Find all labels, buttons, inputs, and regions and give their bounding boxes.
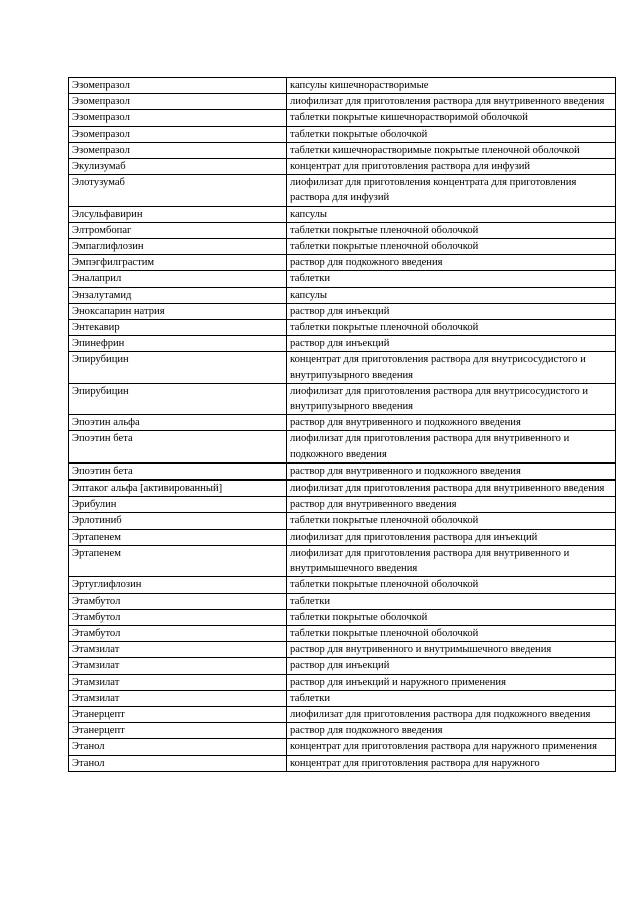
dosage-form-cell: лиофилизат для приготовления раствора для внутрисосудистого и внутрипузырного введения bbox=[287, 383, 616, 414]
drug-name-cell: Эрлотиниб bbox=[69, 513, 287, 529]
drug-name-cell: Эртапенем bbox=[69, 529, 287, 545]
dosage-form-cell: раствор для инъекций и наружного применения bbox=[287, 674, 616, 690]
table-row bbox=[69, 497, 616, 513]
table-row bbox=[69, 110, 616, 126]
table-row bbox=[69, 222, 616, 238]
drug-name-cell: Эноксапарин натрия bbox=[69, 303, 287, 319]
drug-name-cell: Этанерцепт bbox=[69, 723, 287, 739]
drug-name-cell: Этамбутол bbox=[69, 609, 287, 625]
table-row bbox=[69, 94, 616, 110]
drug-name-cell: Этамбутол bbox=[69, 625, 287, 641]
table-row bbox=[69, 175, 616, 206]
dosage-form-cell: лиофилизат для приготовления раствора для инъекций bbox=[287, 529, 616, 545]
table-row bbox=[69, 431, 616, 463]
dosage-form-cell: таблетки покрытые пленочной оболочкой bbox=[287, 222, 616, 238]
table-row bbox=[69, 255, 616, 271]
drug-name-cell: Эртуглифлозин bbox=[69, 577, 287, 593]
table-row bbox=[69, 593, 616, 609]
dosage-form-cell: капсулы bbox=[287, 206, 616, 222]
dosage-form-cell: лиофилизат для приготовления раствора для внутривенного введения bbox=[287, 94, 616, 110]
dosage-form-cell: лиофилизат для приготовления раствора для внутривенного введения bbox=[287, 480, 616, 497]
dosage-form-cell: таблетки покрытые оболочкой bbox=[287, 126, 616, 142]
table-row bbox=[69, 142, 616, 158]
table-row bbox=[69, 658, 616, 674]
drug-name-cell: Элтромбопаг bbox=[69, 222, 287, 238]
table-row bbox=[69, 271, 616, 287]
table-row bbox=[69, 577, 616, 593]
dosage-form-cell: таблетки покрытые кишечнорастворимой оболочкой bbox=[287, 110, 616, 126]
dosage-form-cell: капсулы кишечнорастворимые bbox=[287, 78, 616, 94]
table-row bbox=[69, 78, 616, 94]
drug-name-cell: Этамзилат bbox=[69, 690, 287, 706]
drug-name-cell: Эпирубицин bbox=[69, 383, 287, 414]
dosage-form-cell: таблетки кишечнорастворимые покрытые пленочной оболочкой bbox=[287, 142, 616, 158]
table-row bbox=[69, 383, 616, 414]
drug-name-cell: Этамзилат bbox=[69, 674, 287, 690]
table-row bbox=[69, 674, 616, 690]
drug-name-cell: Эрибулин bbox=[69, 497, 287, 513]
table-row bbox=[69, 206, 616, 222]
table-row bbox=[69, 723, 616, 739]
table-row bbox=[69, 545, 616, 576]
dosage-form-cell: таблетки покрытые пленочной оболочкой bbox=[287, 625, 616, 641]
dosage-form-cell: раствор для инъекций bbox=[287, 658, 616, 674]
dosage-form-cell: таблетки покрытые пленочной оболочкой bbox=[287, 320, 616, 336]
drug-name-cell: Эзомепразол bbox=[69, 110, 287, 126]
drug-name-cell: Эпоэтин бета bbox=[69, 431, 287, 463]
table-row bbox=[69, 159, 616, 175]
dosage-form-cell: капсулы bbox=[287, 287, 616, 303]
drug-name-cell: Эртапенем bbox=[69, 545, 287, 576]
drug-name-cell: Этамзилат bbox=[69, 658, 287, 674]
drug-name-cell: Эмпаглифлозин bbox=[69, 239, 287, 255]
dosage-form-cell: концентрат для приготовления раствора для инфузий bbox=[287, 159, 616, 175]
dosage-form-cell: таблетки покрытые пленочной оболочкой bbox=[287, 239, 616, 255]
dosage-form-cell: раствор для внутривенного и подкожного введения bbox=[287, 415, 616, 431]
drug-name-cell: Элсульфавирин bbox=[69, 206, 287, 222]
drug-name-cell: Экулизумаб bbox=[69, 159, 287, 175]
dosage-form-cell: таблетки покрытые пленочной оболочкой bbox=[287, 513, 616, 529]
table-row bbox=[69, 303, 616, 319]
dosage-form-cell: концентрат для приготовления раствора для наружного bbox=[287, 755, 616, 771]
drug-name-cell: Эптаког альфа [активированный] bbox=[69, 480, 287, 497]
dosage-form-cell: раствор для подкожного введения bbox=[287, 255, 616, 271]
dosage-form-cell: раствор для внутривенного введения bbox=[287, 497, 616, 513]
dosage-form-cell: раствор для внутривенного и подкожного введения bbox=[287, 463, 616, 480]
drug-name-cell: Эмпэгфилграстим bbox=[69, 255, 287, 271]
dosage-form-cell: раствор для внутривенного и внутримышечного введения bbox=[287, 642, 616, 658]
table-row bbox=[69, 352, 616, 383]
drug-name-cell: Эзомепразол bbox=[69, 126, 287, 142]
drug-name-cell: Эпирубицин bbox=[69, 352, 287, 383]
table-row bbox=[69, 336, 616, 352]
table-row bbox=[69, 513, 616, 529]
table-row bbox=[69, 529, 616, 545]
dosage-form-cell: лиофилизат для приготовления раствора для подкожного введения bbox=[287, 706, 616, 722]
table-row bbox=[69, 706, 616, 722]
drug-name-cell: Эзомепразол bbox=[69, 78, 287, 94]
dosage-form-cell: концентрат для приготовления раствора для наружного применения bbox=[287, 739, 616, 755]
drug-name-cell: Эпоэтин бета bbox=[69, 463, 287, 480]
drug-name-cell: Этамбутол bbox=[69, 593, 287, 609]
table-row bbox=[69, 642, 616, 658]
table-row bbox=[69, 415, 616, 431]
dosage-form-cell: раствор для инъекций bbox=[287, 303, 616, 319]
table-row bbox=[69, 755, 616, 771]
table-row bbox=[69, 463, 616, 480]
table-row bbox=[69, 287, 616, 303]
table-row bbox=[69, 239, 616, 255]
table-row bbox=[69, 480, 616, 497]
dosage-form-cell: лиофилизат для приготовления раствора для внутривенного и подкожного введения bbox=[287, 431, 616, 463]
drug-name-cell: Эзомепразол bbox=[69, 142, 287, 158]
table-row bbox=[69, 320, 616, 336]
table-row bbox=[69, 739, 616, 755]
drug-name-cell: Элотузумаб bbox=[69, 175, 287, 206]
drug-name-cell: Энзалутамид bbox=[69, 287, 287, 303]
table-row bbox=[69, 609, 616, 625]
table-row bbox=[69, 126, 616, 142]
drug-name-cell: Эналаприл bbox=[69, 271, 287, 287]
drug-name-cell: Этанерцепт bbox=[69, 706, 287, 722]
dosage-form-cell: лиофилизат для приготовления концентрата для приготовления раствора для инфузий bbox=[287, 175, 616, 206]
table-body bbox=[69, 78, 616, 772]
dosage-form-cell: раствор для инъекций bbox=[287, 336, 616, 352]
drug-name-cell: Эпоэтин альфа bbox=[69, 415, 287, 431]
dosage-form-cell: таблетки bbox=[287, 271, 616, 287]
drug-name-cell: Этанол bbox=[69, 755, 287, 771]
drug-name-cell: Этамзилат bbox=[69, 642, 287, 658]
table-row bbox=[69, 690, 616, 706]
drug-name-cell: Эзомепразол bbox=[69, 94, 287, 110]
dosage-form-cell: концентрат для приготовления раствора для внутрисосудистого и внутрипузырного введения bbox=[287, 352, 616, 383]
drug-name-cell: Эпинефрин bbox=[69, 336, 287, 352]
dosage-form-cell: таблетки bbox=[287, 690, 616, 706]
drug-form-table bbox=[68, 77, 616, 772]
table-row bbox=[69, 625, 616, 641]
dosage-form-cell: таблетки покрытые пленочной оболочкой bbox=[287, 577, 616, 593]
dosage-form-cell: таблетки покрытые оболочкой bbox=[287, 609, 616, 625]
dosage-form-cell: таблетки bbox=[287, 593, 616, 609]
dosage-form-cell: раствор для подкожного введения bbox=[287, 723, 616, 739]
drug-name-cell: Этанол bbox=[69, 739, 287, 755]
drug-name-cell: Энтекавир bbox=[69, 320, 287, 336]
dosage-form-cell: лиофилизат для приготовления раствора для внутривенного и внутримышечного введения bbox=[287, 545, 616, 576]
